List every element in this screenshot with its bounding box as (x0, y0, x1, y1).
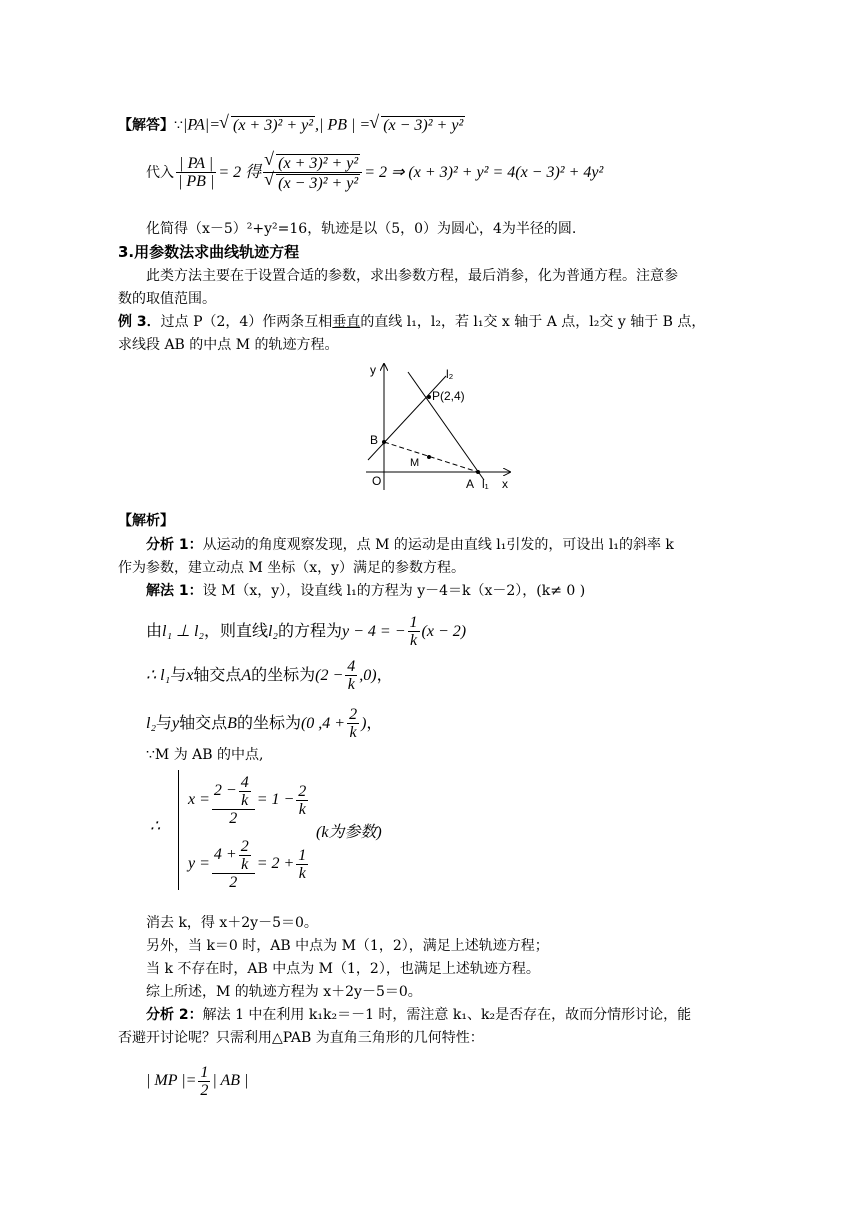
pa-root: √ (x + 3)² + y² (220, 116, 315, 135)
point-a (476, 470, 480, 474)
example3-line1: 例 3．过点 P（2，4）作两条互相垂直的直线 l₁，l₂，若 l₁交 x 轴于 A 点，l₂交 y 轴于 B 点， (118, 314, 706, 330)
point-p (427, 395, 431, 399)
example3-label: 例 3． (118, 314, 161, 330)
origin-label: O (372, 474, 382, 488)
section3-intro-1: 此类方法主要在于设置合适的参数，求出参数方程，最后消参，化为普通方程。注意参 (146, 268, 678, 284)
solution-line: 【解答】∵|PA|=√ (x + 3)² + y² ,| PB | =√ (x − 3)² + y² (118, 116, 465, 135)
p-label: P(2,4) (432, 389, 465, 403)
because-symbol: ∵ (174, 117, 183, 134)
mp-equation: | MP |= $\frac{1}{2}$ | AB | (146, 1064, 249, 1099)
case-k0-text: 另外，当 k＝0 时，AB 中点为 M（1，2），满足上述轨迹方程； (146, 938, 549, 954)
solution-label: 【解答】 (118, 117, 174, 134)
analysis-head: 【解析】 (118, 513, 174, 529)
section3-title: 3.用参数法求曲线轨迹方程 (118, 243, 300, 261)
simplify-text: 化简得（x－5）²+y²=16，轨迹是以（5，0）为圆心，4为半径的圆. (146, 221, 577, 237)
system-brace (178, 770, 185, 890)
midpoint-text: ∵M 为 AB 的中点, (146, 747, 264, 763)
point-b (382, 440, 386, 444)
pa-label: |PA|= (182, 116, 220, 134)
x-axis-label: x (502, 477, 508, 491)
section3-intro-2: 数的取值范围。 (118, 291, 216, 307)
param-note: (k为参数) (316, 824, 382, 841)
point-b-line: l₂与y轴交点B的坐标为(0 ,4 + $\frac{2}{k}$ )， (146, 706, 383, 741)
pa-pb-fraction: $\frac{| PA |}{| PB |}$ (178, 155, 215, 191)
analysis2-line1: 分析 2：解法 1 中在利用 k₁k₂＝－1 时，需注意 k₁、k₂是否存在，故而分情形讨论，能 (146, 1007, 692, 1023)
analysis1-line2: 作为参数，建立动点 M 坐标（x，y）满足的参数方程。 (118, 560, 466, 576)
method1-line: 解法 1：设 M（x，y），设直线 l₁的方程为 y－4＝k（x－2），(k≠ 0 ) (146, 583, 586, 599)
analysis1-line1: 分析 1：从运动的角度观察发现，点 M 的运动是由直线 l₁引发的，可设出 l₁的斜率 k (146, 537, 674, 553)
pb-label: | PB | = (319, 116, 371, 134)
x-equation: x = 2 − $\frac{4}{k}$ 2 = 1 − $\frac{2}{k}$ (188, 774, 307, 827)
analysis2-line2: 否避开讨论呢？只需利用△PAB 为直角三角形的几何特性： (118, 1030, 484, 1046)
eliminate-text: 消去 k，得 x＋2y－5＝0。 (146, 915, 318, 931)
pb-root: √ (x − 3)² + y² (370, 116, 465, 135)
a-label: A (466, 477, 475, 491)
l1-label: l₁ (482, 477, 489, 491)
l2-label: l₂ (446, 367, 454, 381)
conclusion-text: 综上所述，M 的轨迹方程为 x＋2y－5＝0。 (146, 984, 422, 1000)
point-m (427, 455, 431, 459)
substitute-result: = 2 ⇒ (x + 3)² + y² = 4(x − 3)² + 4y² (364, 163, 604, 181)
b-label: B (370, 433, 379, 447)
y-axis-label: y (370, 363, 376, 377)
root-fraction: √ (x + 3)² + y² √ (x − 3)² + y² (263, 154, 362, 192)
therefore-symbol: ∴ (150, 818, 161, 835)
perp-line: 由l₁ ⊥ l₂，则直线l₂的方程为y − 4 = − $\frac{1}{k}$ (x − 2) (146, 614, 467, 649)
geometry-figure (360, 358, 520, 494)
m-label: M (410, 457, 420, 469)
example3-line2: 求线段 AB 的中点 M 的轨迹方程。 (118, 337, 339, 353)
substitute-line: 代入 $\frac{| PA |}{| PB |}$ = 2 得 √ (x + 3)² + y² √ (x − 3)² + y² = 2 ⇒ (x + 3)² + y² = 4(x − 3)² + 4y² (146, 154, 603, 192)
y-equation: y = 4 + $\frac{2}{k}$ 2 = 2 + $\frac{1}{k}$ (188, 838, 307, 891)
point-a-line: ∴ l₁与x轴交点A的坐标为(2 − $\frac{4}{k}$ ,0)， (146, 658, 393, 693)
case-kinf-text: 当 k 不存在时，AB 中点为 M（1，2），也满足上述轨迹方程。 (146, 961, 540, 977)
